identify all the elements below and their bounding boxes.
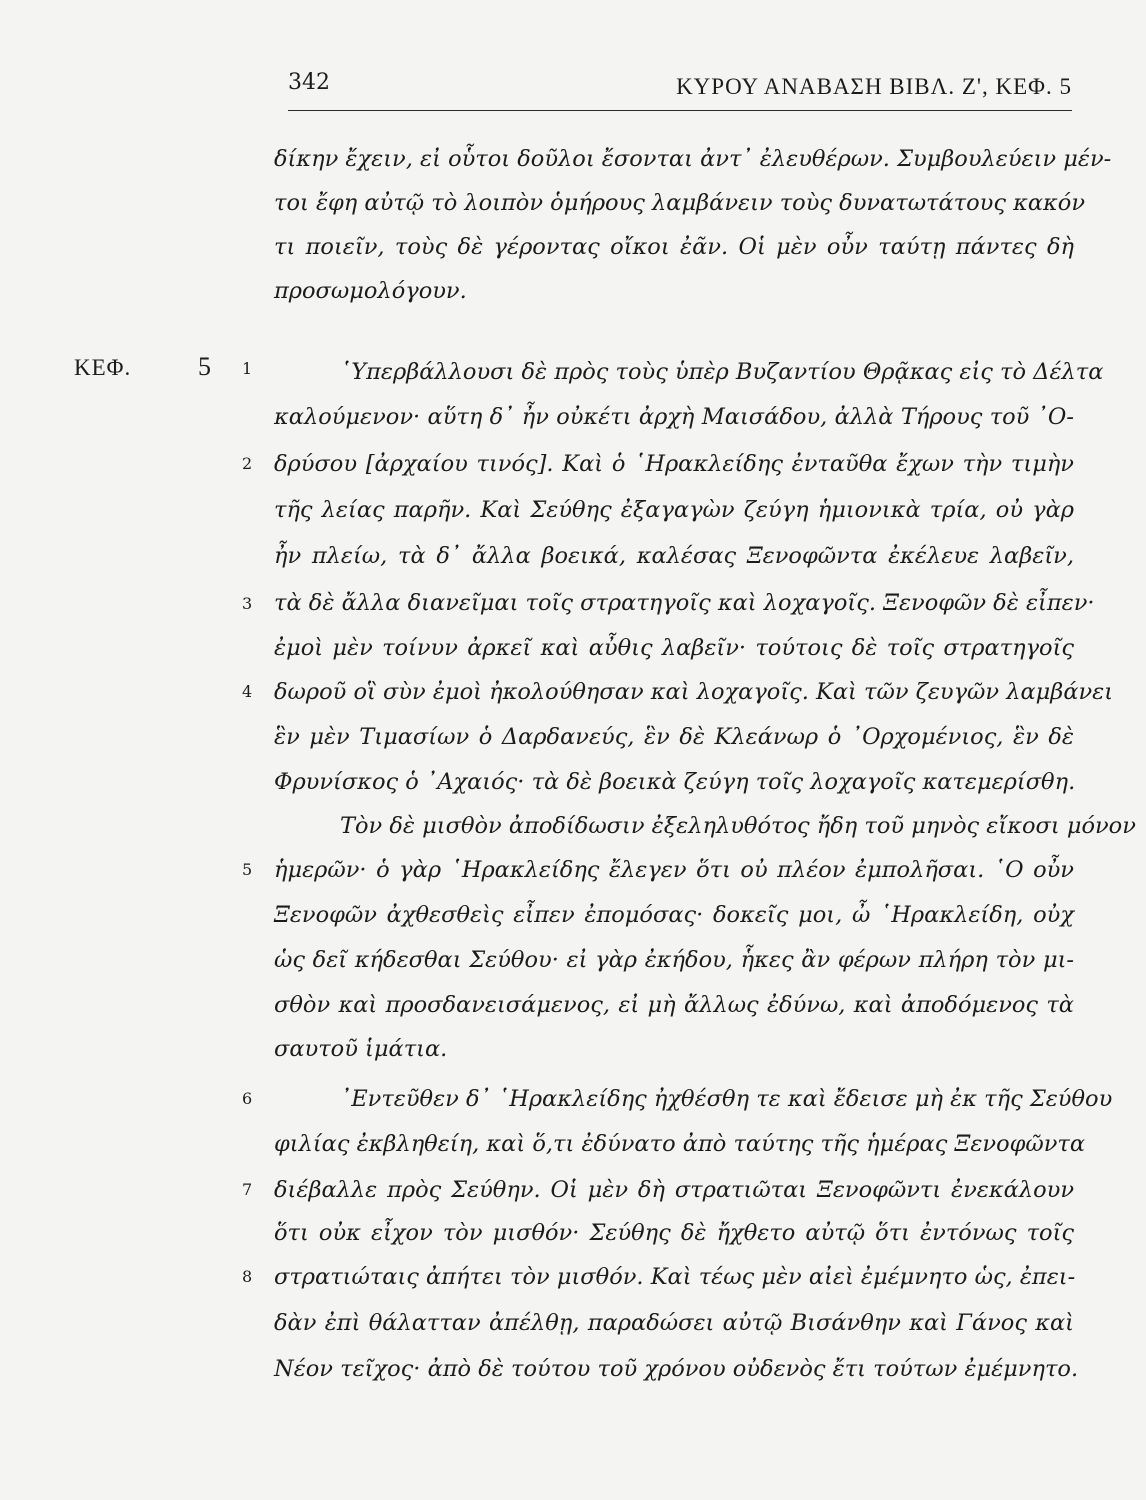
text-line: τὰ δὲ ἄλλα διανεῖμαι τοῖς στρατηγοῖς καὶ λοχαγοῖς. Ξενοφῶν δὲ εἶπεν· [274,590,1095,616]
text-line: διέβαλλε πρὸς Σεύθην. Οἱ μὲν δὴ στρατιῶται Ξενοφῶντι ἐνεκάλουν [274,1177,1074,1203]
text-line: ὅτι οὐκ εἶχον τὸν μισθόν· Σεύθης δὲ ἤχθετο αὐτῷ ὅτι ἐντόνως τοῖς [274,1220,1074,1246]
text-line: σθὸν καὶ προσδανεισάμενος, εἰ μὴ ἄλλως ἐδύνω, καὶ ἀποδόμενος τὰ [274,992,1074,1018]
text-line: ἐμοὶ μὲν τοίνυν ἀρκεῖ καὶ αὖθις λαβεῖν· τούτοις δὲ τοῖς στρατηγοῖς [274,635,1074,661]
section-number-1: 1 [242,359,253,378]
text-line: ἓν μὲν Τιμασίων ὁ Δαρδανεύς, ἓν δὲ Κλεάνωρ ὁ ᾿Ορχομένιος, ἓν δὲ [274,724,1074,750]
chapter-label: ΚΕΦ. [74,355,132,380]
section-number-2: 2 [242,454,253,473]
text-line: δίκην ἔχειν, εἰ οὗτοι δοῦλοι ἔσονται ἀντ᾽ ἐλευθέρων. Συμβουλεύειν μέν- [274,146,1112,172]
section-number-5: 5 [242,860,253,879]
section-number-4: 4 [242,682,253,701]
text-line: τοι ἔφη αὐτῷ τὸ λοιπὸν ὁμήρους λαμβάνειν τοὺς δυνατωτάτους κακόν [274,190,1086,216]
chapter-number: 5 [198,352,211,381]
text-line: προσωμολόγουν. [274,278,467,304]
text-line: φιλίας ἐκβληθείη, καὶ ὅ,τι ἐδύνατο ἀπὸ ταύτης τῆς ἡμέρας Ξενοφῶντα [274,1131,1086,1157]
section-number-3: 3 [242,594,253,613]
text-line: καλούμενον· αὕτη δ᾽ ἦν οὐκέτι ἀρχὴ Μαισάδου, ἀλλὰ Τήρους τοῦ ᾿Ο- [274,404,1074,430]
page-number: 342 [288,70,330,95]
text-line: ῾Υπερβάλλουσι δὲ πρὸς τοὺς ὑπὲρ Βυζαντίου Θρᾷκας εἰς τὸ Δέλτα [340,359,1104,385]
text-line: Νέον τεῖχος· ἀπὸ δὲ τούτου τοῦ χρόνου οὐδενὸς ἔτι τούτων ἐμέμνητο. [274,1356,1079,1382]
running-head: ΚΥΡΟΥ ΑΝΑΒΑΣΗ ΒΙΒΛ. Ζ', ΚΕΦ. 5 [676,74,1072,99]
text-line: ᾿Εντεῦθεν δ᾽ ῾Ηρακλείδης ἠχθέσθη τε καὶ ἔδεισε μὴ ἐκ τῆς Σεύθου [340,1086,1113,1112]
text-line: ἡμερῶν· ὁ γὰρ ῾Ηρακλείδης ἔλεγεν ὅτι οὐ πλέον ἐμπολῆσαι. ῾Ο οὖν [274,857,1074,883]
text-line: δὰν ἐπὶ θάλατταν ἀπέλθῃ, παραδώσει αὐτῷ Βισάνθην καὶ Γάνος καὶ [274,1310,1074,1336]
text-line: τι ποιεῖν, τοὺς δὲ γέροντας οἴκοι ἐᾶν. Οἱ μὲν οὖν ταύτῃ πάντες δὴ [274,234,1074,260]
text-line: δρύσου [ἀρχαίου τινός]. Καὶ ὁ ῾Ηρακλείδης ἐνταῦθα ἔχων τὴν τιμὴν [274,451,1074,477]
text-line: δωροῦ οἳ σὺν ἐμοὶ ἠκολούθησαν καὶ λοχαγοῖς. Καὶ τῶν ζευγῶν λαμβάνει [274,679,1114,705]
text-line: ὡς δεῖ κήδεσθαι Σεύθου· εἰ γὰρ ἐκήδου, ἧκες ἂν φέρων πλήρη τὸν μι- [274,947,1074,973]
header-rule [288,110,1072,111]
section-number-7: 7 [242,1180,253,1199]
section-number-6: 6 [242,1089,253,1108]
text-line: ἦν πλείω, τὰ δ᾽ ἄλλα βοεικά, καλέσας Ξενοφῶντα ἐκέλευε λαβεῖν, [274,543,1074,569]
section-number-8: 8 [242,1267,253,1286]
text-line: Τὸν δὲ μισθὸν ἀποδίδωσιν ἐξεληλυθότος ἤδη τοῦ μηνὸς εἴκοσι μόνον [340,813,1136,839]
text-line: Ξενοφῶν ἀχθεσθεὶς εἶπεν ἐπομόσας· δοκεῖς μοι, ὦ ῾Ηρακλείδη, οὐχ [274,902,1074,928]
text-line: τῆς λείας παρῆν. Καὶ Σεύθης ἐξαγαγὼν ζεύγη ἡμιονικὰ τρία, οὐ γὰρ [274,497,1074,523]
text-line: στρατιώταις ἀπήτει τὸν μισθόν. Καὶ τέως μὲν αἰεὶ ἐμέμνητο ὡς, ἐπει- [274,1264,1076,1290]
text-line: Φρυνίσκος ὁ ᾿Αχαιός· τὰ δὲ βοεικὰ ζεύγη τοῖς λοχαγοῖς κατεμερίσθη. [274,769,1076,795]
text-line: σαυτοῦ ἱμάτια. [274,1036,448,1062]
